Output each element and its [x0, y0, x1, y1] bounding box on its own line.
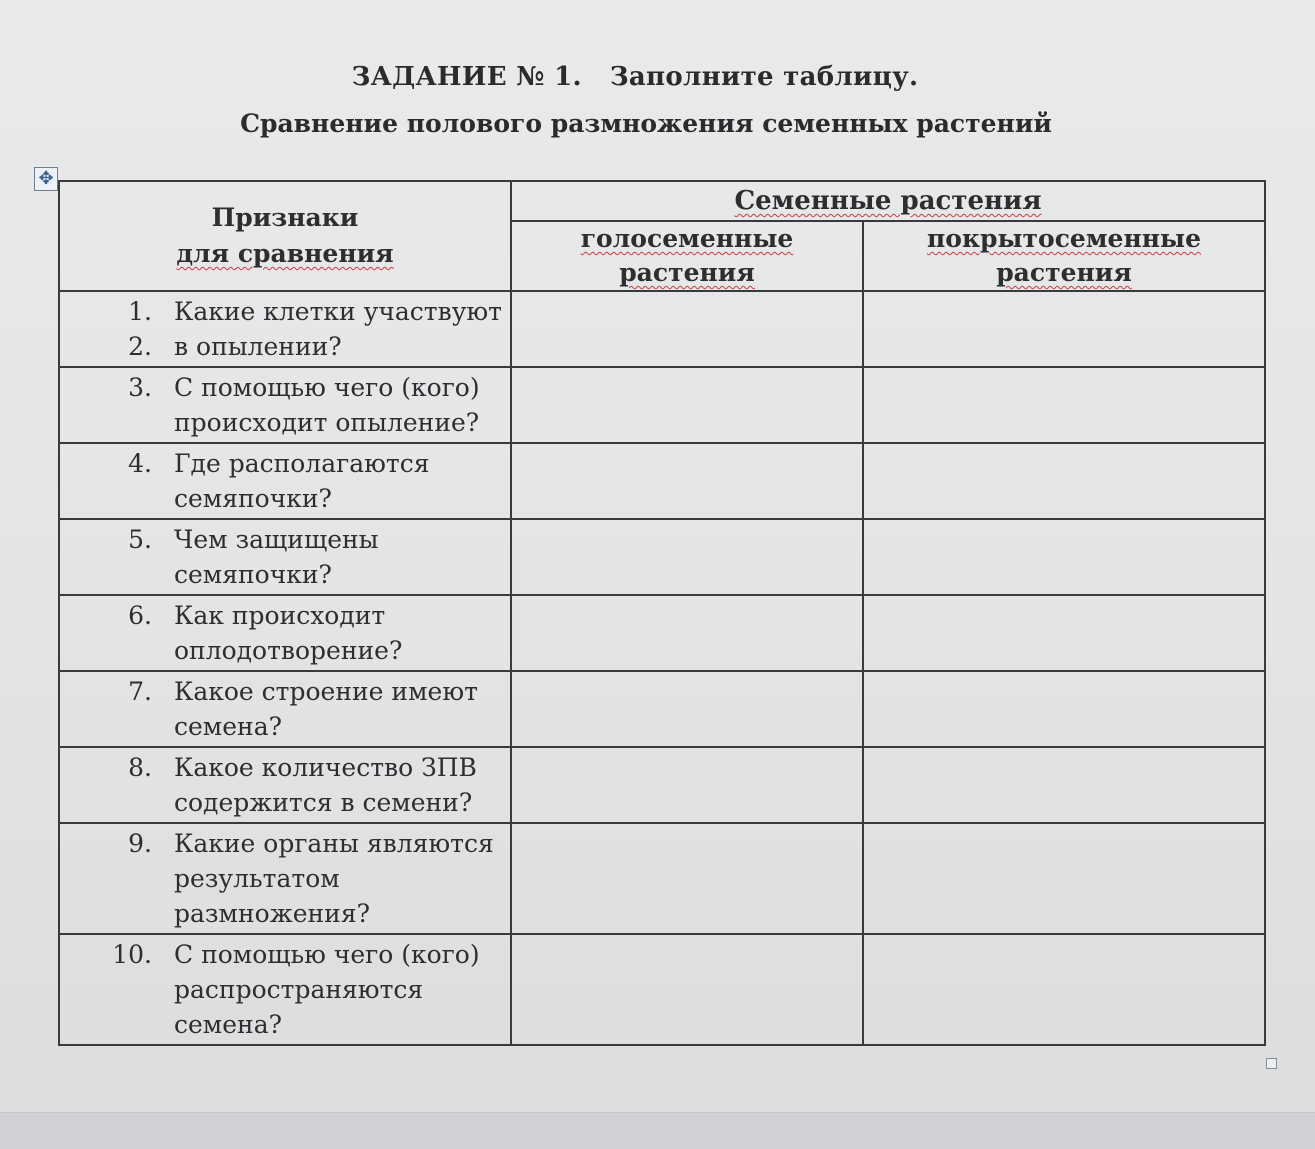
question-text: С помощью чего (кого): [174, 373, 480, 402]
table-row: [59, 747, 1265, 823]
seed-plants-header-cell[interactable]: [511, 181, 1265, 221]
question-text: Какие клетки участвуют: [174, 297, 503, 326]
question-text: Какие органы являются: [174, 829, 494, 858]
question-text: размножения?: [174, 899, 370, 928]
question-text: результатом: [174, 864, 340, 893]
question-number: 4.: [128, 449, 152, 478]
table-resize-handle[interactable]: [1266, 1058, 1277, 1069]
window-bottom-area: [0, 1113, 1315, 1149]
answer-cell-angiosperms[interactable]: [863, 595, 1265, 671]
answer-cell-angiosperms[interactable]: [863, 823, 1265, 934]
table-row: [59, 443, 1265, 519]
question-number: 8.: [128, 753, 152, 782]
question-number: 2.: [128, 332, 152, 361]
question-number: 9.: [128, 829, 152, 858]
angiosperms-header-line-1: покрытосеменные: [926, 224, 1202, 253]
question-text: семяпочки?: [174, 560, 332, 589]
question-number: 7.: [128, 677, 152, 706]
criteria-header-line-2: для сравнения: [176, 239, 394, 268]
answer-cell-angiosperms[interactable]: [863, 443, 1265, 519]
table-row: [59, 823, 1265, 934]
table-row: [59, 519, 1265, 595]
question-cell[interactable]: [59, 519, 511, 595]
answer-cell-gymnosperms[interactable]: [511, 443, 863, 519]
question-cell[interactable]: [59, 747, 511, 823]
question-cell[interactable]: [59, 671, 511, 747]
task-number: ЗАДАНИЕ № 1.: [351, 62, 582, 92]
table-row: [59, 671, 1265, 747]
answer-cell-angiosperms[interactable]: [863, 934, 1265, 1045]
answer-cell-gymnosperms[interactable]: [511, 367, 863, 443]
answer-cell-gymnosperms[interactable]: [511, 291, 863, 367]
answer-cell-gymnosperms[interactable]: [511, 823, 863, 934]
gymnosperms-header-line-2: растения: [619, 258, 755, 287]
angiosperms-header-cell[interactable]: [863, 221, 1265, 291]
question-text: Какое количество ЗПВ: [174, 753, 477, 782]
header-row-group: [59, 181, 1265, 221]
criteria-header-cell[interactable]: [59, 181, 511, 291]
question-number: 3.: [128, 373, 152, 402]
answer-cell-gymnosperms[interactable]: [511, 934, 863, 1045]
question-cell[interactable]: [59, 934, 511, 1045]
table-title: Сравнение полового размножения семенных растений: [240, 109, 1052, 138]
question-number: 5.: [128, 525, 152, 554]
question-text: семена?: [174, 712, 283, 741]
question-cell[interactable]: [59, 443, 511, 519]
question-text: содержится в семени?: [174, 788, 473, 817]
answer-cell-gymnosperms[interactable]: [511, 595, 863, 671]
question-text: происходит опыление?: [174, 408, 480, 437]
answer-cell-angiosperms[interactable]: [863, 747, 1265, 823]
answer-cell-angiosperms[interactable]: [863, 671, 1265, 747]
seed-plants-header: Семенные растения: [734, 186, 1042, 216]
angiosperms-header-line-2: растения: [996, 258, 1132, 287]
table-move-handle-icon[interactable]: ✥: [34, 167, 58, 191]
question-cell[interactable]: [59, 595, 511, 671]
table-row: [59, 367, 1265, 443]
table-row: [59, 934, 1265, 1045]
answer-cell-angiosperms[interactable]: [863, 519, 1265, 595]
comparison-table: [58, 180, 1266, 1046]
answer-cell-angiosperms[interactable]: [863, 291, 1265, 367]
table-row: [59, 595, 1265, 671]
question-text: Какое строение имеют: [174, 677, 478, 706]
question-number: 10.: [112, 940, 152, 969]
answer-cell-gymnosperms[interactable]: [511, 519, 863, 595]
question-text: оплодотворение?: [174, 636, 403, 665]
question-text: семяпочки?: [174, 484, 332, 513]
question-text: семена?: [174, 1010, 283, 1039]
question-cell[interactable]: [59, 367, 511, 443]
question-text: в опылении?: [174, 332, 342, 361]
task-heading: [0, 62, 1270, 92]
question-text: Где располагаются: [174, 449, 430, 478]
question-number: 6.: [128, 601, 152, 630]
table-row: [59, 291, 1265, 367]
question-number: 1.: [128, 297, 152, 326]
gymnosperms-header-cell[interactable]: [511, 221, 863, 291]
question-text: Как происходит: [174, 601, 386, 630]
criteria-header-line-1: Признаки: [211, 203, 359, 232]
gymnosperms-header-line-1: голосеменные: [580, 224, 794, 253]
question-text: Чем защищены: [174, 525, 379, 554]
question-cell[interactable]: [59, 291, 511, 367]
question-text: С помощью чего (кого): [174, 940, 480, 969]
answer-cell-gymnosperms[interactable]: [511, 747, 863, 823]
question-text: распространяются: [174, 975, 424, 1004]
comparison-table-container: [58, 180, 1264, 1039]
answer-cell-gymnosperms[interactable]: [511, 671, 863, 747]
task-instruction: Заполните таблицу.: [609, 62, 919, 92]
answer-cell-angiosperms[interactable]: [863, 367, 1265, 443]
question-cell[interactable]: [59, 823, 511, 934]
